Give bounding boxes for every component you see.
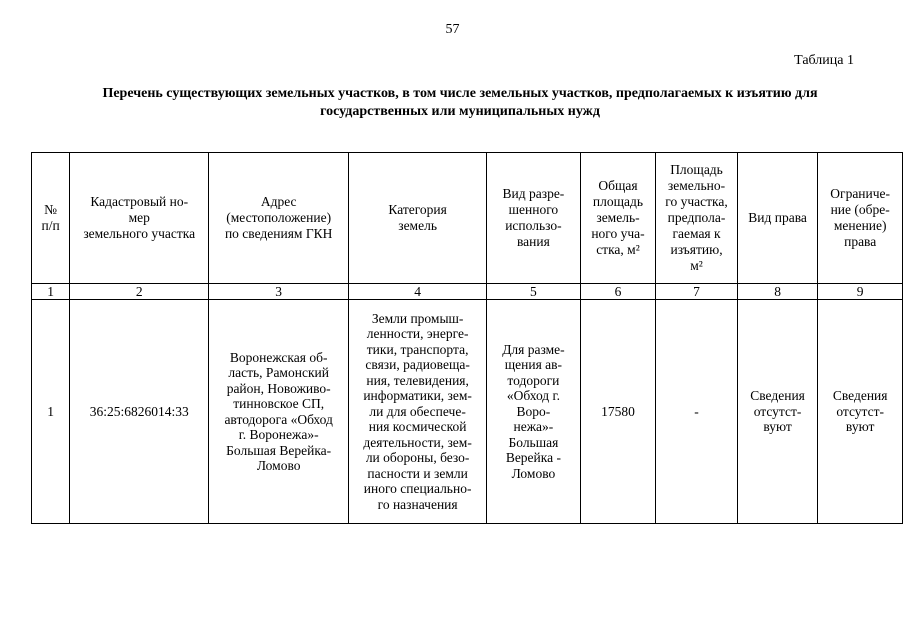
column-number-cell: 1	[32, 284, 70, 300]
table-row	[32, 300, 903, 524]
table-header-row	[32, 153, 903, 284]
header-cell-seized-area: Площадь земельно- го участка, предпола- гаемая к изъятию, м²	[656, 153, 738, 284]
header-cell-permitted-use: Вид разре- шенного использо- вания	[487, 153, 581, 284]
cadastral-number-cell: 36:25:6826014:33	[70, 300, 209, 524]
permitted-use-cell: Для разме- щения ав- тодороги «Обход г. Воро- нежа»- Большая Верейка - Ломово	[487, 300, 581, 524]
header-cell-cadastral-number: Кадастровый но- мер земельного участка	[70, 153, 209, 284]
land-category-cell: Земли промыш- ленности, энерге- тики, транспорта, связи, радиовеща- ния, телевидения, информатики, зем- ли для обеспече- ния космической деятельности, зем- ли обороны, безо- пасности и земли иного специально- го назначения	[349, 300, 487, 524]
column-number-cell: 7	[656, 284, 738, 300]
column-number-row	[32, 284, 903, 300]
column-number-cell: 2	[70, 284, 209, 300]
column-number-cell: 9	[818, 284, 903, 300]
right-type-cell: Сведения отсутст- вуют	[737, 300, 818, 524]
total-area-cell: 17580	[580, 300, 656, 524]
document-title-line-1: Перечень существующих земельных участков, в том числе земельных участков, предполагаемых к изъятию для	[102, 86, 818, 101]
page-number: 57	[445, 22, 460, 37]
header-cell-total-area: Общая площадь земель- ного уча- стка, м²	[580, 153, 656, 284]
row-number-cell: 1	[32, 300, 70, 524]
column-number-cell: 3	[209, 284, 349, 300]
column-number-cell: 5	[487, 284, 581, 300]
column-number-cell: 8	[737, 284, 818, 300]
document-title-line-2: государственных или муниципальных нужд	[320, 104, 600, 119]
column-number-cell: 4	[349, 284, 487, 300]
land-plots-table	[31, 152, 903, 524]
table-label: Таблица 1	[794, 53, 854, 68]
document-title	[40, 85, 880, 121]
header-cell-encumbrance: Ограниче- ние (обре- менение) права	[818, 153, 903, 284]
header-cell-land-category: Категория земель	[349, 153, 487, 284]
column-number-cell: 6	[580, 284, 656, 300]
encumbrance-cell: Сведения отсутст- вуют	[818, 300, 903, 524]
header-cell-right-type: Вид права	[737, 153, 818, 284]
header-cell-address: Адрес (местоположение) по сведениям ГКН	[209, 153, 349, 284]
seized-area-cell: -	[656, 300, 738, 524]
header-cell-number: № п/п	[32, 153, 70, 284]
address-cell: Воронежская об- ласть, Рамонский район, Новоживо- тинновское СП, автодорога «Обход г. Воронежа»- Большая Верейка- Ломово	[209, 300, 349, 524]
